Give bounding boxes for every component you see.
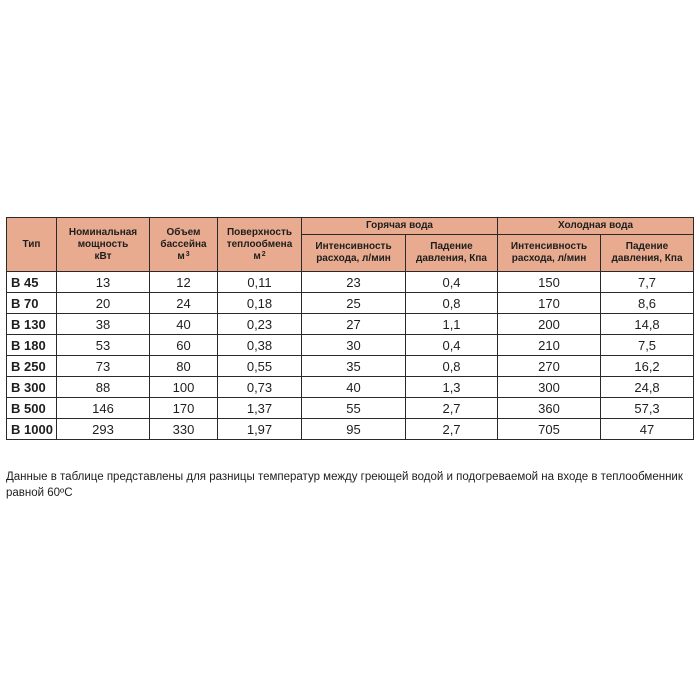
table-row — [7, 419, 694, 440]
cell-surface: 1,37 — [218, 398, 302, 419]
cell-volume: 24 — [150, 293, 218, 314]
cell-hot-flow: 35 — [302, 356, 406, 377]
cell-volume: 80 — [150, 356, 218, 377]
cell-volume: 12 — [150, 272, 218, 293]
table-row — [7, 272, 694, 293]
cell-hot-pressure: 0,8 — [406, 293, 498, 314]
cell-volume: 60 — [150, 335, 218, 356]
cell-power: 73 — [57, 356, 150, 377]
cell-type: B 70 — [7, 293, 57, 314]
cell-type: B 500 — [7, 398, 57, 419]
cell-hot-pressure: 2,7 — [406, 398, 498, 419]
header-cold-water: Холодная вода — [498, 218, 694, 235]
cell-hot-pressure: 0,4 — [406, 272, 498, 293]
cell-hot-flow: 30 — [302, 335, 406, 356]
cell-hot-flow: 25 — [302, 293, 406, 314]
cell-cold-pressure: 47 — [601, 419, 694, 440]
cell-volume: 330 — [150, 419, 218, 440]
cell-cold-flow: 300 — [498, 377, 601, 398]
cell-hot-flow: 23 — [302, 272, 406, 293]
cell-cold-flow: 705 — [498, 419, 601, 440]
cell-surface: 1,97 — [218, 419, 302, 440]
cell-hot-pressure: 1,1 — [406, 314, 498, 335]
cell-cold-pressure: 57,3 — [601, 398, 694, 419]
unit-superscript: 3 — [185, 250, 190, 258]
cell-cold-pressure: 7,7 — [601, 272, 694, 293]
cell-power: 38 — [57, 314, 150, 335]
table-row — [7, 398, 694, 419]
cell-surface: 0,55 — [218, 356, 302, 377]
cell-hot-flow: 27 — [302, 314, 406, 335]
cell-cold-pressure: 16,2 — [601, 356, 694, 377]
cell-cold-pressure: 7,5 — [601, 335, 694, 356]
table-row — [7, 377, 694, 398]
cell-cold-pressure: 24,8 — [601, 377, 694, 398]
cell-cold-pressure: 8,6 — [601, 293, 694, 314]
header-cold-flow: Интенсивность расхода, л/мин — [498, 235, 601, 272]
cell-surface: 0,73 — [218, 377, 302, 398]
header-row-1 — [7, 218, 694, 235]
cell-cold-flow: 270 — [498, 356, 601, 377]
header-cold-pressure: Падение давления, Кпа — [601, 235, 694, 272]
cell-power: 53 — [57, 335, 150, 356]
cell-power: 146 — [57, 398, 150, 419]
cell-type: B 130 — [7, 314, 57, 335]
cell-type: B 180 — [7, 335, 57, 356]
spec-table-container — [6, 217, 693, 440]
header-hot-flow: Интенсивность расхода, л/мин — [302, 235, 406, 272]
cell-surface: 0,11 — [218, 272, 302, 293]
cell-cold-flow: 360 — [498, 398, 601, 419]
table-row — [7, 335, 694, 356]
header-surface: Поверхность теплообмена $м^2$ — [218, 218, 302, 272]
header-type: Тип — [7, 218, 57, 272]
cell-cold-pressure: 14,8 — [601, 314, 694, 335]
cell-type: B 250 — [7, 356, 57, 377]
cell-volume: 170 — [150, 398, 218, 419]
header-hot-pressure: Падение давления, Кпа — [406, 235, 498, 272]
cell-cold-flow: 210 — [498, 335, 601, 356]
header-power: Номинальная мощность кВт — [57, 218, 150, 272]
cell-power: 293 — [57, 419, 150, 440]
header-hot-water: Горячая вода — [302, 218, 498, 235]
cell-volume: 100 — [150, 377, 218, 398]
cell-hot-flow: 95 — [302, 419, 406, 440]
table-row — [7, 293, 694, 314]
cell-volume: 40 — [150, 314, 218, 335]
cell-surface: 0,18 — [218, 293, 302, 314]
cell-cold-flow: 170 — [498, 293, 601, 314]
cell-hot-pressure: 2,7 — [406, 419, 498, 440]
cell-type: B 1000 — [7, 419, 57, 440]
header-pool-volume: Объем бассейна $м^3$ — [150, 218, 218, 272]
table-row — [7, 356, 694, 377]
cell-surface: 0,23 — [218, 314, 302, 335]
cell-hot-pressure: 0,4 — [406, 335, 498, 356]
cell-type: B 300 — [7, 377, 57, 398]
unit-superscript: 2 — [261, 250, 266, 258]
cell-hot-flow: 55 — [302, 398, 406, 419]
cell-cold-flow: 150 — [498, 272, 601, 293]
cell-type: B 45 — [7, 272, 57, 293]
cell-power: 20 — [57, 293, 150, 314]
table-footnote: Данные в таблице представлены для разницы температур между греющей водой и подогреваемой на входе в теплообменник равной 60ºС — [6, 470, 683, 499]
cell-power: 13 — [57, 272, 150, 293]
cell-hot-pressure: 0,8 — [406, 356, 498, 377]
cell-power: 88 — [57, 377, 150, 398]
heat-exchanger-spec-table — [6, 217, 694, 440]
cell-cold-flow: 200 — [498, 314, 601, 335]
cell-surface: 0,38 — [218, 335, 302, 356]
cell-hot-pressure: 1,3 — [406, 377, 498, 398]
cell-hot-flow: 40 — [302, 377, 406, 398]
table-row — [7, 314, 694, 335]
